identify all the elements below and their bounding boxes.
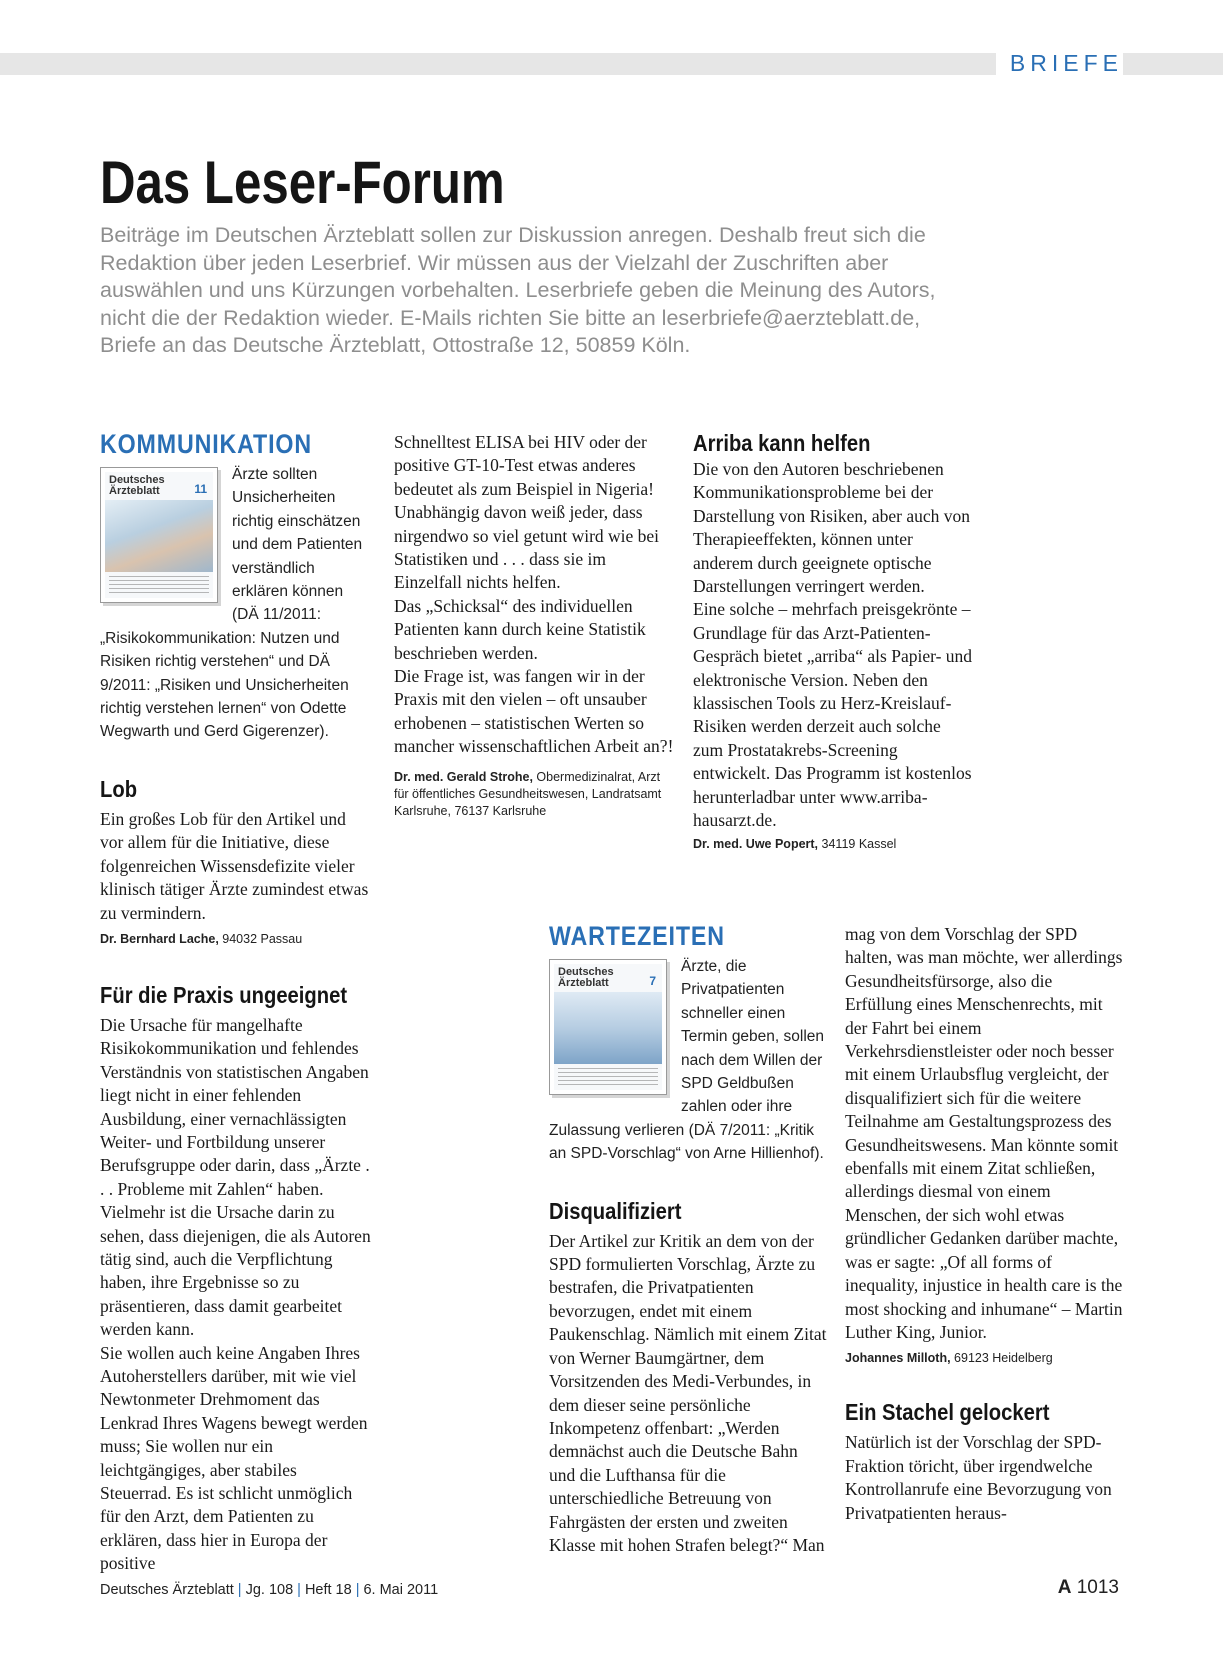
magazine-cover-7 [549, 959, 667, 1095]
intro-text: Beiträge im Deutschen Ärzteblatt sollen zur Diskussion anregen. Deshalb freut sich die Redaktion über jeden Leserbrief. Wir müssen aus der Vielzahl der Zuschriften aber auswählen und uns Kürzungen vorbehalten. Leserbriefe geben die Meinung des Autors, nicht die der Redaktion wieder. E-Mails richten Sie bitte an leserbriefe@aerzteblatt.de, Briefe an das Deutsche Ärzteblatt, Ottostraße 12, 50859 Köln. [100, 223, 936, 357]
author-name: Dr. med. Gerald Strohe, [394, 769, 533, 784]
letter-author [845, 1350, 1123, 1367]
page-prefix: A [1057, 1577, 1072, 1598]
footer-citation: Deutsches Ärzteblatt | Jg. 108 | Heft 18 | 6. Mai 2011 [100, 1582, 439, 1598]
cover-hands-image [105, 500, 213, 572]
letter-heading: Disqualifiziert [549, 1197, 682, 1224]
column-1 [100, 428, 372, 1576]
cover-number: 11 [194, 482, 207, 496]
footer-date: 6. Mai 2011 [363, 1582, 439, 1598]
letter-body-continued: Die Frage ist, was fangen wir in der Praxis mit den vielen – oft unsauber erhobenen – statistischen Werten so mancher wissenschaftlichen Arbeit an?! [394, 666, 674, 757]
letter-heading: Arriba kann helfen [693, 430, 871, 456]
letter-body: Sie wollen auch keine Angaben Ihres Autoherstellers darüber, mit wie viel Newtonmeter Drehmoment das Lenkrad Ihres Wagens bewegt werden muss; Sie wollen nur ein leichtgängiges, aber stabiles Steuerrad. Es ist schlicht unmöglich für den Arzt, dem Patienten zu erklären, dass hier in Europa der positive [100, 1342, 368, 1574]
author-info: 69123 Heidelberg [954, 1351, 1053, 1366]
reference-block [100, 463, 372, 744]
reference-block [549, 955, 827, 1166]
letter-heading: Ein Stachel gelockert [845, 1399, 1050, 1426]
letter-body: Die von den Autoren beschriebenen Kommunikationsprobleme bei der Darstellung von Risiken, aber auch von Therapieeffekten, können unter anderem durch geeignete optische Darstellungen verringert werden. [693, 459, 971, 597]
section-label: BRIEFE [996, 48, 1123, 78]
footer-volume: Jg. 108 [245, 1582, 294, 1598]
cover-text-lines [558, 1068, 658, 1086]
column-3 [693, 428, 973, 853]
footer-journal: Deutsches Ärzteblatt [100, 1582, 234, 1598]
cover-title: Deutsches Ärzteblatt [109, 474, 165, 497]
author-name: Dr. Bernhard Lache, [100, 931, 219, 946]
letter-body-continued: Das „Schicksal“ des individuellen Patienten kann durch keine Statistik beschrieben werden. [394, 595, 646, 663]
letter-body: Natürlich ist der Vorschlag der SPD-Fraktion töricht, über irgendwelche Kontrollanrufe eine Bevorzugung von Privatpatienten heraus- [845, 1432, 1112, 1523]
letter-body-continued: Schnelltest ELISA bei HIV oder der positive GT-10-Test etwas anderes bedeutet als zum Beispiel in Nigeria! Unabhängig davon weiß jeder, dass nirgendwo so viel getunt wird wie bei Statistiken und . . . dass sie im Einzelfall nichts helfen. [394, 432, 660, 593]
letter-body-continued: mag von dem Vorschlag der SPD halten, was man möchte, wer allerdings Gesundheitsfürsorge, also die Erfüllung eines Menschenrechts, mit der Fahrt bei einem Verkehrsdienstleister oder noch besser mit einem Urlaubsflug vergleicht, der disqualifiziert sich für die weitere Teilnahme am Gestaltungsprozess des Gesundheitswesens. Man könnte somit ebenfalls mit einem Zitat schließen, allerdings diesmal von einem Menschen, der sich wohl etwas gründlicher Gedanken darüber machte, was er sagte: „Of all forms of inequality, injustice in health care is the most shocking and inhumane“ – Martin Luther King, Junior. [845, 924, 1123, 1342]
author-info: 94032 Passau [222, 931, 303, 946]
reference-text: Ärzte, die Privatpatienten schneller einen Termin geben, sollen nach dem Willen der SPD Geldbußen zahlen oder ihre Zulassung verlieren (DÄ 7/2011: „Kritik an SPD-Vorschlag“ von Arne Hillienhof). [549, 958, 825, 1163]
reference-text: Ärzte sollten Unsicherheiten richtig einschätzen und dem Patienten verständlich erklären können (DÄ 11/2011: „Risikokommunikation: Nutzen und Risiken richtig verstehen“ und DÄ 9/2011: „Risiken und Unsicherheiten richtig verstehen lernen“ von Odette Wegwarth und Gerd Gigerenzer). [100, 466, 363, 741]
topic-kommunikation: KOMMUNIKATION [100, 429, 312, 459]
author-name: Johannes Milloth, [845, 1351, 951, 1366]
letter-heading: Lob [100, 775, 138, 802]
page-number-value: 1013 [1076, 1577, 1119, 1598]
footer-issue: Heft 18 [304, 1582, 352, 1598]
cover-vials-image [554, 992, 662, 1064]
author-info: 34119 Kassel [821, 836, 897, 851]
cover-number: 7 [649, 974, 656, 988]
column-2 [394, 431, 674, 820]
letter-body: Die Ursache für mangelhafte Risikokommunikation und fehlendes Verständnis von statistischen Angaben liegt nicht in einer fehlenden Ausbildung, einer vernachlässigten Weiter- und Fortbildung unserer Berufsgruppe oder darin, dass „Ärzte . . . Probleme mit Zahlen“ haben. Vielmehr ist die Ursache darin zu sehen, dass diejenigen, die als Autoren tätig sind, auch die Verpflichtung haben, ihre Ergebnisse so zu präsentieren, dass damit gearbeitet werden kann. [100, 1014, 371, 1340]
letter-author [100, 931, 372, 948]
page-title: Das Leser-Forum [100, 149, 505, 216]
letter-body: Eine solche – mehrfach preisgekrönte – Grundlage für das Arzt-Patienten-Gespräch bietet „arriba“ als Papier- und elektronische Version. Neben den klassischen Tools zu Herz-Kreislauf-Risiken werden derzeit auch solche zum Prostatakrebs-Screening entwickelt. Das Programm ist kostenlos herunterladbar unter www.arriba-hausarzt.de. [693, 599, 973, 831]
cover-title: Deutsches Ärzteblatt [558, 966, 614, 989]
column-4 [549, 920, 827, 1557]
author-info: Obermedizinalrat, Arzt für öffentliches Gesundheitswesen, Landratsamt Karlsruhe, 76137 Karlsruhe [394, 769, 662, 818]
topic-wartezeiten: WARTEZEITEN [549, 921, 725, 951]
letter-body: Der Artikel zur Kritik an dem von der SPD formulierten Vorschlag, Ärzte zu bestrafen, die Privatpatienten bevorzugen, endet mit einem Paukenschlag. Nämlich mit einem Zitat von Werner Baumgärtner, dem Vorsitzenden des Medi-Verbundes, in dem dieser seine persönliche Inkompetenz offenbart: „Werden demnächst auch die Deutsche Bahn und die Lufthansa für die unterschiedliche Betreuung von Fahrgästen der ersten und zweiten Klasse mit hohen Strafen belegt?“ Man [549, 1230, 827, 1555]
author-name: Dr. med. Uwe Popert, [693, 836, 819, 851]
letter-heading: Für die Praxis ungeeignet [100, 981, 348, 1008]
letter-author [394, 769, 674, 820]
letter-author [693, 836, 973, 853]
letter-body: Ein großes Lob für den Artikel und vor allem für die Initiative, diese folgenreichen Wissensdefizite vieler klinisch tätiger Ärzte zumindest etwas zu vermindern. [100, 808, 369, 923]
magazine-cover-11 [100, 467, 218, 603]
column-5 [845, 923, 1123, 1525]
cover-text-lines [109, 576, 209, 594]
page-number [1058, 1577, 1119, 1599]
